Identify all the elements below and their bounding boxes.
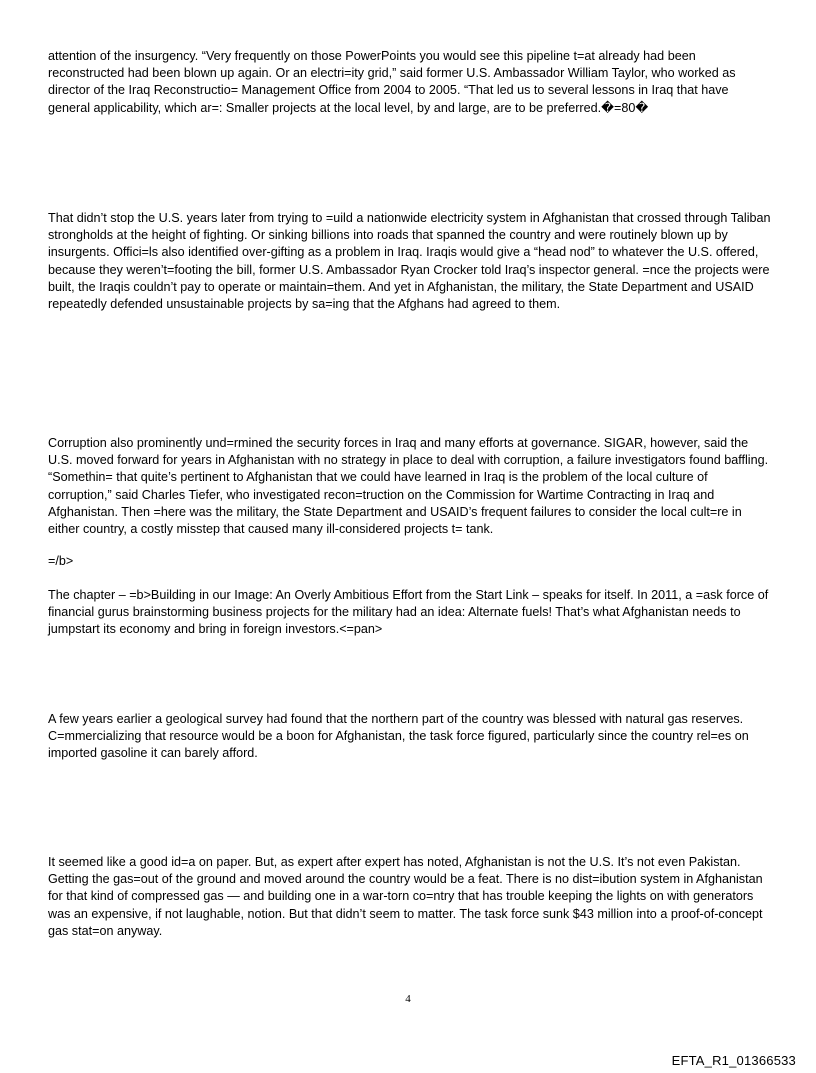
paragraph-6: A few years earlier a geological survey had found that the northern part of the country was blessed with natural gas reserves. C=mmercializing that resource would be a boon for Afghanistan, the task force figured, particularly since the country rel=es on imported gasoline it can barely afford.: [48, 712, 749, 761]
paragraph-1: attention of the insurgency. “Very frequently on those PowerPoints you would see this pipeline t=at already had been reconstructed had been blown up again. Or an electri=ity grid,” said former U.S. Ambassador William Taylor, who worked as director of the Iraq Reconstructio= Management Office from 2004 to 2005. “That led us to several lessons in Iraq that have general applicability, which ar=: Smaller projects at the local level, by and large, are to be preferred.�=80�: [48, 49, 736, 115]
paragraph-5: The chapter – =b>Building in our Image: An Overly Ambitious Effort from the Start Link – speaks for itself. In 2011, a =ask force of financial gurus brainstorming business projects for the military had an idea: Alternate fuels! That’s what Afghanistan needs to jumpstart its economy and bring in foreign investors.<=pan>: [48, 588, 769, 637]
paragraph-4: =/b>: [48, 554, 74, 568]
document-id: EFTA_R1_01366533: [671, 1053, 796, 1068]
page-number: 4: [405, 993, 411, 1005]
paragraph-2: That didn’t stop the U.S. years later from trying to =uild a nationwide electricity system in Afghanistan that crossed through Taliban strongholds at the height of fighting. Or sinking billions into roads that spanned the country and were routinely blown up by insurgents. Offici=ls also identified over-gifting as a problem in Iraq. Iraqis would give a “head nod” to whatever the U.S. offered, because they weren’t=footing the bill, former U.S. Ambassador Ryan Crocker told Iraq’s inspector general. =nce the projects were built, the Iraqis couldn’t pay to operate or maintain=them. And yet in Afghanistan, the military, the State Department and USAID repeatedly defended unsustainable projects by sa=ing that the Afghans had agreed to them.: [48, 211, 771, 312]
paragraph-3: Corruption also prominently und=rmined the security forces in Iraq and many efforts at governance. SIGAR, however, said the U.S. moved forward for years in Afghanistan with no strategy in place to deal with corruption, a failure investigators found baffling. “Somethin= that quite’s pertinent to Afghanistan that we could have learned in Iraq is the problem of the local culture of corruption,” said Charles Tiefer, who investigated recon=truction on the Commission for Wartime Contracting in Iraq and Afghanistan. Then =here was the military, the State Department and USAID’s frequent failures to consider the local cult=re in either country, a costly misstep that caused many ill-considered projects t= tank.: [48, 436, 769, 537]
paragraph-7: It seemed like a good id=a on paper. But, as expert after expert has noted, Afghanistan is not the U.S. It’s not even Pakistan. Getting the gas=out of the ground and moved around the country would be a feat. There is no dist=ibution system in Afghanistan for that kind of compressed gas — and building one in a war-torn co=ntry that has trouble keeping the lights on with generators was an expensive, if not laughable, notion. But that didn’t seem to matter. The task force sunk $43 million into a proof-of-concept gas stat=on anyway.: [48, 855, 763, 938]
